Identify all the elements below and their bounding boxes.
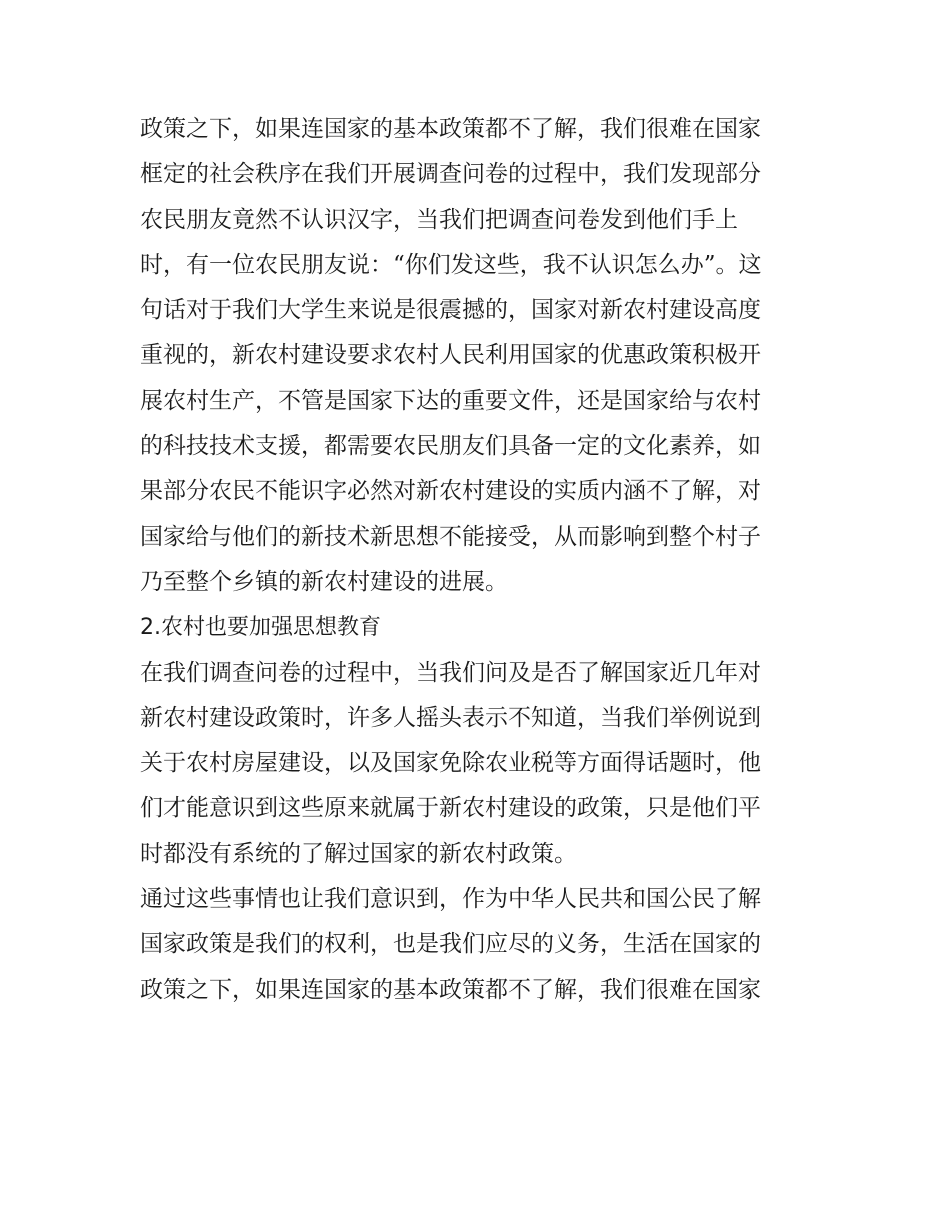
- text-line: 展农村生产，不管是国家下达的重要文件，还是国家给与农村: [140, 387, 761, 414]
- text-line: 农民朋友竟然不认识汉字，当我们把调查问卷发到他们手上: [140, 206, 738, 233]
- text-line: 的科技技术支援，都需要农民朋友们具备一定的文化素养，如: [140, 433, 761, 460]
- text-line: 句话对于我们大学生来说是很震撼的，国家对新农村建设高度: [140, 297, 761, 324]
- text-line: 时，有一位农民朋友说：“你们发这些，我不认识怎么办”。这: [140, 251, 762, 278]
- text-line: 新农村建设政策时，许多人摇头表示不知道，当我们举例说到: [140, 704, 761, 731]
- section-heading: 2.农村也要加强思想教育: [140, 615, 381, 641]
- text-line: 框定的社会秩序在我们开展调查问卷的过程中，我们发现部分: [140, 161, 761, 188]
- text-line: 乃至整个乡镇的新农村建设的进展。: [140, 568, 508, 595]
- text-line: 们才能意识到这些原来就属于新农村建设的政策，只是他们平: [140, 795, 761, 822]
- text-line: 通过这些事情也让我们意识到，作为中华人民共和国公民了解: [140, 886, 761, 913]
- text-line: 关于农村房屋建设，以及国家免除农业税等方面得话题时，他: [140, 750, 761, 777]
- text-line: 时都没有系统的了解过国家的新农村政策。: [140, 840, 577, 867]
- text-line: 政策之下，如果连国家的基本政策都不了解，我们很难在国家: [140, 976, 761, 1003]
- text-line: 果部分农民不能识字必然对新农村建设的实质内涵不了解，对: [140, 478, 761, 505]
- text-line: 在我们调查问卷的过程中，当我们问及是否了解国家近几年对: [140, 659, 761, 686]
- text-line: 重视的，新农村建设要求农村人民利用国家的优惠政策积极开: [140, 342, 761, 369]
- text-line: 国家政策是我们的权利，也是我们应尽的义务，生活在国家的: [140, 931, 761, 958]
- text-line: 国家给与他们的新技术新思想不能接受，从而影响到整个村子: [140, 523, 761, 550]
- text-line: 政策之下，如果连国家的基本政策都不了解，我们很难在国家: [140, 116, 761, 142]
- document-page: [140, 107, 815, 1013]
